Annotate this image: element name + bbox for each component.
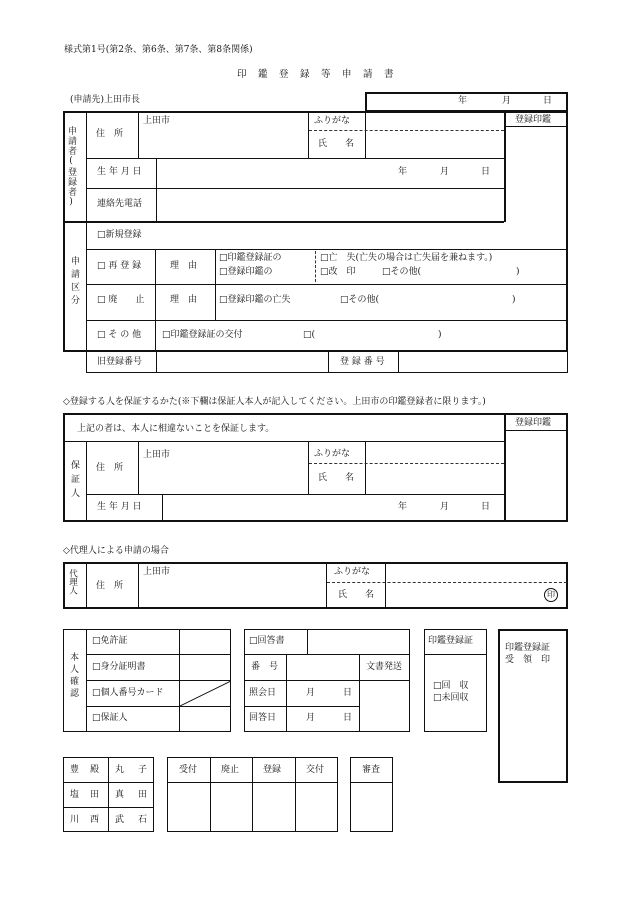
guarantor-label: 保証人 — [69, 460, 79, 502]
reply-date-label: 回答日 — [249, 713, 277, 723]
rereg-change-checkbox[interactable]: □改 印 — [320, 267, 356, 277]
date-year: 年 — [458, 96, 468, 106]
applicant-birth-label: 生 年 月 日 — [97, 167, 142, 177]
rereg-seal-checkbox[interactable]: □登録印鑑の — [219, 267, 273, 277]
staff-name-char: 子 — [138, 765, 148, 775]
issue-card-checkbox[interactable]: □印鑑登録証の交付 — [162, 330, 243, 340]
applicant-address-label: 住 所 — [96, 129, 124, 139]
number-label: 番 号 — [251, 662, 279, 672]
guarantor-furigana-label: ふりがな — [314, 449, 351, 459]
staff-name-char: 丸 — [115, 765, 125, 775]
id-certificate-checkbox[interactable]: □身分証明書 — [92, 662, 146, 672]
applicant-address-field[interactable] — [139, 128, 307, 156]
rereg-other-checkbox[interactable]: □その他( — [382, 267, 422, 277]
applicant-furigana-field[interactable] — [366, 113, 503, 129]
id-license-checkbox[interactable]: □免許証 — [92, 636, 128, 646]
abolish-reason-label: 理 由 — [170, 295, 198, 305]
applicant-seal-box[interactable] — [506, 128, 566, 220]
rereg-reason-label: 理 由 — [170, 261, 198, 271]
identity-label: 本人確認 — [68, 652, 78, 700]
staff-name-char: 田 — [138, 790, 148, 800]
collected-checkbox[interactable]: □回 収 — [433, 681, 469, 691]
applicant-phone-label: 連絡先電話 — [97, 199, 143, 209]
staff-name-char: 真 — [115, 790, 125, 800]
reg-number-field[interactable] — [400, 353, 566, 371]
applicant-birth-year: 年 — [398, 167, 408, 177]
other-free-checkbox[interactable]: □( — [303, 330, 316, 340]
applicant-furigana-label: ふりがな — [314, 116, 351, 126]
id-mynumber-checkbox[interactable]: □個人番号カード — [92, 688, 164, 698]
staff-name-char: 西 — [90, 815, 100, 825]
reg-number-label: 登 録 番 号 — [340, 357, 385, 367]
proxy-address-label: 住 所 — [96, 581, 124, 591]
rereg-other-close: ) — [516, 267, 520, 277]
guarantor-seal-box[interactable] — [506, 432, 566, 520]
review-label: 審査 — [362, 765, 381, 775]
guarantor-heading: ◇登録する人を保証するかた(※下欄は保証人本人が記入してください。上田市の印鑑登録者に限ります。) — [63, 397, 486, 407]
proxy-address-field[interactable] — [139, 578, 324, 606]
guarantor-address-value: 上田市 — [143, 450, 171, 460]
abolish-checkbox[interactable]: □ 廃 止 — [97, 295, 145, 305]
inquiry-month: 月 — [306, 688, 316, 698]
proxy-address-value: 上田市 — [143, 567, 171, 577]
applicant-seal-label: 登録印鑑 — [515, 115, 552, 125]
guarantor-statement: 上記の者は、本人に相違ないことを保証します。 — [77, 424, 275, 434]
stamp-abolish: 廃止 — [221, 765, 240, 775]
guarantor-address-label: 住 所 — [96, 463, 124, 473]
guarantor-birth-day: 日 — [481, 502, 491, 512]
reply-month: 月 — [306, 713, 316, 723]
guarantor-birth-field[interactable] — [164, 496, 502, 520]
date-day: 日 — [543, 96, 553, 106]
inquiry-date-label: 照会日 — [249, 688, 277, 698]
rereg-card-checkbox[interactable]: □印鑑登録証の — [219, 253, 282, 263]
staff-name-char: 豊 — [70, 765, 80, 775]
card-label: 印鑑登録証 — [428, 636, 474, 646]
proxy-name-field[interactable] — [387, 585, 537, 606]
guarantor-name-label: 氏 名 — [318, 473, 355, 483]
applicant-name-field[interactable] — [366, 132, 503, 156]
applicant-address-value: 上田市 — [143, 116, 171, 126]
proxy-heading: ◇代理人による申請の場合 — [63, 546, 169, 556]
abolish-lost-checkbox[interactable]: □登録印鑑の亡失 — [219, 295, 291, 305]
doc-sent-label: 文書発送 — [366, 662, 403, 672]
proxy-furigana-label: ふりがな — [334, 567, 371, 577]
other-checkbox[interactable]: □ そ の 他 — [97, 330, 142, 340]
staff-name-char: 川 — [70, 815, 80, 825]
stamp-issue: 交付 — [306, 765, 325, 775]
reply-day: 日 — [343, 713, 353, 723]
staff-name-char: 武 — [115, 815, 125, 825]
addressee: (申請先)上田市長 — [70, 95, 141, 105]
stamp-reception: 受付 — [179, 765, 198, 775]
other-free-close: ) — [438, 330, 442, 340]
applicant-birth-field[interactable] — [158, 160, 502, 186]
diagonal-slash — [180, 681, 231, 706]
abolish-other-checkbox[interactable]: □その他( — [340, 295, 380, 305]
proxy-name-label: 氏 名 — [338, 590, 375, 600]
guarantor-seal-label: 登録印鑑 — [515, 418, 552, 428]
not-collected-checkbox[interactable]: □未回収 — [433, 693, 469, 703]
date-month: 月 — [502, 96, 512, 106]
guarantor-birth-year: 年 — [398, 502, 408, 512]
receipt-line2: 受 領 印 — [505, 655, 551, 665]
guarantor-address-field[interactable] — [139, 462, 307, 492]
staff-name-char: 塩 — [70, 790, 80, 800]
applicant-birth-day: 日 — [481, 167, 491, 177]
staff-name-char: 殿 — [90, 765, 100, 775]
guarantor-name-field[interactable] — [366, 465, 503, 492]
receipt-line1: 印鑑登録証 — [505, 643, 551, 653]
abolish-other-close: ) — [512, 295, 516, 305]
staff-name-char: 石 — [138, 815, 148, 825]
guarantor-birth-month: 月 — [440, 502, 450, 512]
id-guarantor-checkbox[interactable]: □保証人 — [92, 713, 128, 723]
guarantor-birth-label: 生 年 月 日 — [97, 502, 142, 512]
inquiry-day: 日 — [343, 688, 353, 698]
proxy-furigana-field[interactable] — [387, 564, 565, 580]
form-number: 様式第1号(第2条、第6条、第7条、第8条関係) — [64, 45, 253, 55]
rereg-lost-checkbox[interactable]: □亡 失(亡失の場合は亡失届を兼ねます。) — [320, 253, 493, 263]
old-number-label: 旧登録番号 — [97, 357, 143, 367]
new-registration-checkbox[interactable]: □新規登録 — [97, 230, 142, 240]
applicant-label: 申請者(登録者) — [66, 126, 76, 208]
applicant-phone-field[interactable] — [158, 190, 502, 219]
seal-mark-icon: 印 — [544, 588, 558, 602]
request-label: 申請区分 — [69, 256, 79, 308]
guarantor-furigana-field[interactable] — [366, 443, 503, 461]
old-number-field[interactable] — [158, 353, 326, 371]
reregistration-checkbox[interactable]: □ 再 登 録 — [97, 261, 142, 271]
stamp-register: 登録 — [263, 765, 282, 775]
applicant-birth-month: 月 — [440, 167, 450, 177]
reply-form-checkbox[interactable]: □回答書 — [249, 636, 285, 646]
proxy-label: 代理人 — [67, 569, 78, 595]
staff-name-char: 田 — [90, 790, 100, 800]
page-title: 印 鑑 登 録 等 申 請 書 — [237, 69, 395, 80]
applicant-name-label: 氏 名 — [318, 139, 355, 149]
